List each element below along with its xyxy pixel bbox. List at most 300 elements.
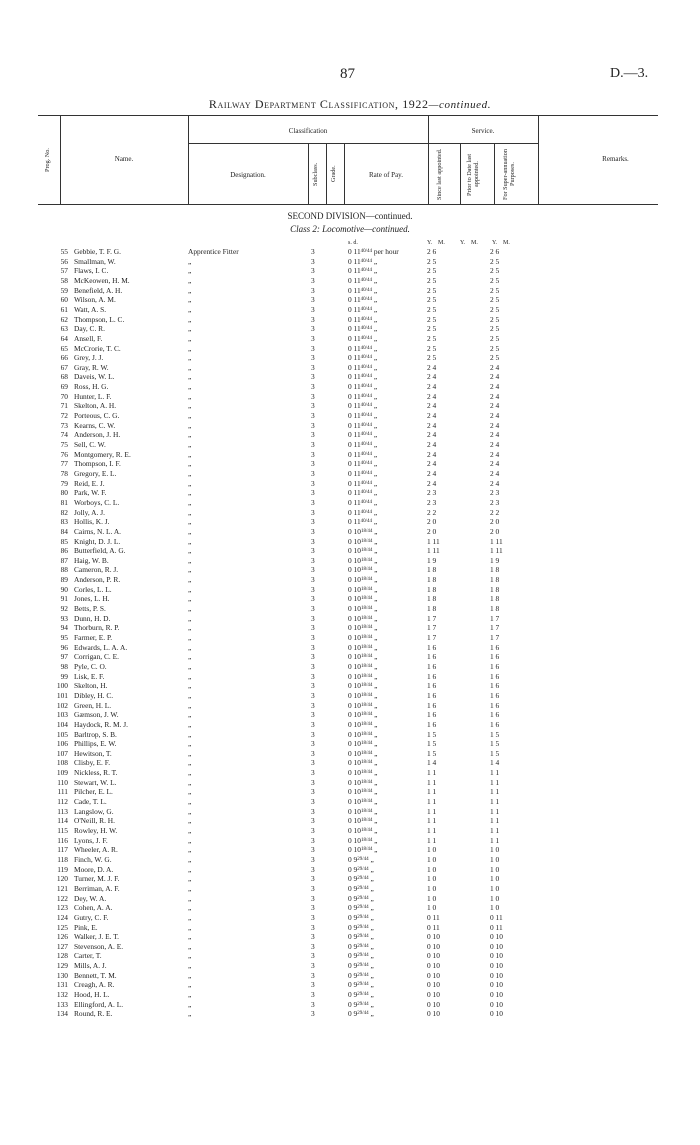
subclass: 3 — [311, 777, 315, 787]
rate-of-pay: 0 $11^{40/44}$ „ — [348, 285, 378, 295]
name: Cameron, R. J. — [74, 565, 119, 575]
rate-unit: „ — [372, 295, 378, 305]
prog-no: 102 — [56, 700, 68, 710]
rate-of-pay: 0 $9^{29/44}$ „ — [348, 893, 374, 903]
rate-unit: „ — [372, 536, 378, 546]
subclass: 3 — [311, 247, 315, 256]
rate-unit: „ — [368, 903, 374, 913]
title-suffix: —continued. — [428, 99, 492, 111]
service-since-last: 2 5 — [427, 304, 437, 314]
table-row — [0, 509, 700, 518]
rate-of-pay: 0 $11^{40/44}$ „ — [348, 420, 378, 430]
rate-unit: „ — [368, 874, 374, 884]
rate-unit: „ — [372, 507, 378, 517]
service-since-last: 0 10 — [427, 980, 440, 990]
subclass: 3 — [311, 681, 315, 691]
rate-fraction: 29/44 — [357, 876, 369, 882]
service-since-last: 1 1 — [427, 835, 437, 845]
subclass: 3 — [311, 584, 315, 594]
rate-unit: „ — [372, 488, 378, 498]
rate-fraction: 18/44 — [360, 712, 373, 718]
header-prog-no: Prog. No. — [44, 148, 51, 172]
prog-no: 59 — [60, 285, 68, 295]
service-superannuation: 1 1 — [490, 768, 500, 778]
rate-of-pay: 0 $10^{18/44}$ „ — [348, 584, 378, 594]
name: Barltrop, S. B. — [74, 729, 117, 739]
rate-of-pay: 0 $9^{29/44}$ „ — [348, 854, 374, 864]
prog-no: 64 — [60, 333, 68, 343]
service-since-last: 1 4 — [427, 758, 437, 768]
table-row — [0, 393, 700, 402]
rate-unit: „ — [368, 893, 374, 903]
name: Nickless, R. T. — [74, 768, 118, 778]
subclass: 3 — [311, 468, 315, 478]
service-superannuation: 2 4 — [490, 449, 500, 459]
rate-fraction: 40/44 — [360, 393, 373, 399]
designation: „ — [188, 295, 192, 305]
subclass: 3 — [311, 883, 315, 893]
designation: Apprentice Fitter — [188, 247, 239, 256]
title-main: Railway Department Classification, 1922 — [208, 97, 429, 111]
units-y3: Y. — [492, 240, 498, 246]
prog-no: 67 — [60, 362, 68, 372]
subclass: 3 — [311, 526, 315, 536]
service-superannuation: 2 5 — [490, 295, 500, 305]
service-since-last: 2 5 — [427, 295, 437, 305]
subclass: 3 — [311, 787, 315, 797]
table-row — [0, 316, 700, 325]
rate-fraction: 18/44 — [360, 673, 373, 679]
rate-fraction: 18/44 — [360, 683, 373, 689]
prog-no: 128 — [56, 951, 68, 961]
rate-fraction: 18/44 — [360, 548, 373, 554]
subclass: 3 — [311, 816, 315, 826]
rate-of-pay: 0 $10^{18/44}$ „ — [348, 739, 378, 749]
table-row — [0, 682, 700, 691]
service-superannuation: 1 6 — [490, 719, 500, 729]
rate-unit: „ — [368, 941, 374, 951]
rate-unit: „ — [372, 372, 378, 382]
prog-no: 118 — [57, 854, 68, 864]
prog-no: 111 — [57, 787, 68, 797]
service-superannuation: 2 4 — [490, 420, 500, 430]
prog-no: 100 — [56, 681, 68, 691]
service-superannuation: 2 0 — [490, 526, 500, 536]
service-superannuation: 0 11 — [490, 912, 503, 922]
prog-no: 65 — [60, 343, 68, 353]
rate-fraction: 40/44 — [360, 316, 373, 322]
designation: „ — [188, 642, 192, 652]
name: Ansell, F. — [74, 333, 103, 343]
rate-of-pay: 0 $10^{18/44}$ „ — [348, 729, 378, 739]
service-superannuation: 1 7 — [490, 623, 500, 633]
rate-fraction: 40/44 — [360, 384, 373, 390]
rate-of-pay: 0 $10^{18/44}$ „ — [348, 613, 378, 623]
designation: „ — [188, 768, 192, 778]
table-row — [0, 692, 700, 701]
service-superannuation: 1 1 — [490, 826, 500, 835]
service-superannuation: 1 6 — [490, 690, 500, 700]
service-since-last: 2 0 — [427, 526, 437, 536]
table-row — [0, 480, 700, 489]
rate-of-pay: 0 $11^{40/44}$ per hour — [348, 247, 399, 256]
rate-unit: „ — [368, 951, 374, 961]
service-since-last: 2 4 — [427, 420, 437, 430]
service-since-last: 0 11 — [427, 912, 440, 922]
service-superannuation: 2 4 — [490, 382, 500, 392]
designation: „ — [188, 536, 192, 546]
subclass: 3 — [311, 314, 315, 324]
name: Watt, A. S. — [74, 304, 107, 314]
rate-of-pay: 0 $10^{18/44}$ „ — [348, 681, 378, 691]
rate-of-pay: 0 $11^{40/44}$ „ — [348, 449, 378, 459]
designation: „ — [188, 623, 192, 633]
designation: „ — [188, 690, 192, 700]
rate-unit: „ — [372, 777, 378, 787]
prog-no: 97 — [60, 652, 68, 662]
name: Thorburn, R. P. — [74, 623, 120, 633]
rate-fraction: 40/44 — [360, 249, 373, 254]
rate-fraction: 29/44 — [357, 905, 369, 911]
table-row — [0, 817, 700, 826]
rate-fraction: 18/44 — [360, 721, 373, 727]
designation: „ — [188, 758, 192, 768]
rate-of-pay: 0 $10^{18/44}$ „ — [348, 835, 378, 845]
subclass: 3 — [311, 903, 315, 913]
service-since-last: 2 4 — [427, 430, 437, 440]
subclass: 3 — [311, 826, 315, 835]
page-title — [0, 97, 700, 112]
rate-fraction: 40/44 — [360, 335, 373, 341]
service-since-last: 0 10 — [427, 1009, 440, 1019]
rate-of-pay: 0 $10^{18/44}$ „ — [348, 642, 378, 652]
service-since-last: 2 5 — [427, 314, 437, 324]
designation: „ — [188, 633, 192, 642]
name: Pink, E. — [74, 922, 98, 932]
rate-of-pay: 0 $11^{40/44}$ „ — [348, 459, 378, 469]
service-superannuation: 1 5 — [490, 739, 500, 749]
service-since-last: 2 4 — [427, 411, 437, 421]
table-row — [0, 364, 700, 373]
prog-no: 133 — [56, 999, 68, 1009]
table-row — [0, 644, 700, 653]
service-superannuation: 2 4 — [490, 411, 500, 421]
rate-unit: „ — [368, 883, 374, 893]
subclass: 3 — [311, 951, 315, 961]
rate-unit: „ — [372, 266, 378, 276]
subclass: 3 — [311, 806, 315, 816]
designation: „ — [188, 681, 192, 691]
service-since-last: 2 4 — [427, 440, 437, 449]
name: Lisk, E. F. — [74, 671, 105, 681]
rate-of-pay: 0 $9^{29/44}$ „ — [348, 961, 374, 971]
designation: „ — [188, 594, 192, 604]
rate-unit: „ — [368, 999, 374, 1009]
service-superannuation: 0 11 — [490, 922, 503, 932]
rate-of-pay: 0 $11^{40/44}$ „ — [348, 275, 378, 285]
service-superannuation: 1 6 — [490, 681, 500, 691]
name: Farmer, E. P. — [74, 633, 113, 642]
designation: „ — [188, 382, 192, 392]
rate-unit: „ — [372, 401, 378, 411]
subclass: 3 — [311, 333, 315, 343]
designation: „ — [188, 353, 192, 363]
service-superannuation: 2 4 — [490, 401, 500, 411]
header-service: Service. — [471, 127, 495, 135]
service-superannuation: 1 9 — [490, 555, 500, 565]
subclass: 3 — [311, 661, 315, 671]
designation: „ — [188, 874, 192, 884]
rate-of-pay: 0 $10^{18/44}$ „ — [348, 690, 378, 700]
designation: „ — [188, 420, 192, 430]
service-since-last: 0 10 — [427, 990, 440, 1000]
rate-fraction: 29/44 — [357, 992, 369, 998]
service-superannuation: 1 5 — [490, 729, 500, 739]
subclass: 3 — [311, 575, 315, 585]
rate-of-pay: 0 $9^{29/44}$ „ — [348, 980, 374, 990]
name: Kearns, C. W. — [74, 420, 116, 430]
rate-fraction: 40/44 — [360, 277, 373, 283]
service-superannuation: 2 0 — [490, 517, 500, 527]
table-row — [0, 412, 700, 421]
header-prior-to: Prior to Date last appointed. — [466, 153, 480, 196]
service-superannuation: 1 0 — [490, 845, 500, 855]
prog-no: 90 — [60, 584, 68, 594]
table-row — [0, 673, 700, 682]
rate-fraction: 18/44 — [360, 779, 373, 785]
designation: „ — [188, 893, 192, 903]
designation: „ — [188, 517, 192, 527]
table-row — [0, 586, 700, 595]
subclass: 3 — [311, 517, 315, 527]
rate-fraction: 40/44 — [360, 345, 373, 351]
prog-no: 106 — [56, 739, 68, 749]
rate-fraction: 18/44 — [360, 625, 373, 631]
designation: „ — [188, 526, 192, 536]
prog-no: 87 — [60, 555, 68, 565]
designation: „ — [188, 285, 192, 295]
table-row — [0, 634, 700, 643]
name: Corles, L. L. — [74, 584, 112, 594]
table-row — [0, 759, 700, 768]
subclass: 3 — [311, 893, 315, 903]
rate-fraction: 40/44 — [360, 499, 373, 505]
rate-of-pay: 0 $10^{18/44}$ „ — [348, 777, 378, 787]
rate-of-pay: 0 $10^{18/44}$ „ — [348, 797, 378, 807]
rate-unit: „ — [372, 391, 378, 401]
rate-of-pay: 0 $11^{40/44}$ „ — [348, 440, 378, 449]
service-superannuation: 1 0 — [490, 903, 500, 913]
rate-fraction: 18/44 — [360, 808, 373, 814]
subclass: 3 — [311, 729, 315, 739]
name: Green, H. L. — [74, 700, 112, 710]
rate-fraction: 18/44 — [360, 692, 373, 698]
rate-unit: „ — [368, 980, 374, 990]
name: O'Neill, R. H. — [74, 816, 115, 826]
subclass: 3 — [311, 1009, 315, 1019]
rate-fraction: 18/44 — [360, 615, 373, 621]
designation: „ — [188, 700, 192, 710]
subclass: 3 — [311, 710, 315, 720]
service-superannuation: 2 4 — [490, 391, 500, 401]
subclass: 3 — [311, 536, 315, 546]
rate-unit: „ — [372, 430, 378, 440]
rate-of-pay: 0 $9^{29/44}$ „ — [348, 941, 374, 951]
service-superannuation: 2 4 — [490, 440, 500, 449]
rate-unit: „ — [372, 604, 378, 614]
prog-no: 125 — [56, 922, 68, 932]
service-since-last: 2 4 — [427, 382, 437, 392]
subclass: 3 — [311, 449, 315, 459]
rate-fraction: 18/44 — [360, 760, 373, 766]
name: Montgomery, R. E. — [74, 449, 131, 459]
table-row — [0, 595, 700, 604]
rate-fraction: 40/44 — [360, 413, 373, 419]
service-superannuation: 2 3 — [490, 497, 500, 507]
service-superannuation: 1 1 — [490, 797, 500, 807]
designation: „ — [188, 922, 192, 932]
prog-no: 81 — [60, 497, 68, 507]
rate-of-pay: 0 $9^{29/44}$ „ — [348, 883, 374, 893]
service-since-last: 2 5 — [427, 256, 437, 266]
rate-of-pay: 0 $11^{40/44}$ „ — [348, 266, 378, 276]
service-superannuation: 2 3 — [490, 488, 500, 498]
header-grade: Grade. — [330, 165, 337, 183]
prog-no: 58 — [60, 275, 68, 285]
service-superannuation: 1 1 — [490, 806, 500, 816]
table-row — [0, 383, 700, 392]
rate-unit: „ — [372, 285, 378, 295]
rate-of-pay: 0 $9^{29/44}$ „ — [348, 951, 374, 961]
name: Clisby, E. F. — [74, 758, 111, 768]
rate-of-pay: 0 $10^{18/44}$ „ — [348, 565, 378, 575]
rate-of-pay: 0 $10^{18/44}$ „ — [348, 700, 378, 710]
subclass: 3 — [311, 594, 315, 604]
name: Gregory, E. L. — [74, 468, 117, 478]
rate-unit: „ — [372, 758, 378, 768]
rate-fraction: 29/44 — [357, 934, 369, 940]
service-since-last: 1 7 — [427, 633, 437, 642]
service-superannuation: 1 7 — [490, 633, 500, 642]
rate-fraction: 18/44 — [360, 818, 373, 824]
rate-of-pay: 0 $10^{18/44}$ „ — [348, 652, 378, 662]
name: Finch, W. G. — [74, 854, 112, 864]
rate-fraction: 40/44 — [360, 326, 373, 332]
rate-unit: „ — [372, 787, 378, 797]
service-since-last: 1 11 — [427, 546, 440, 556]
designation: „ — [188, 613, 192, 623]
name: Anderson, J. H. — [74, 430, 121, 440]
prog-no: 101 — [56, 690, 68, 700]
service-since-last: 1 0 — [427, 874, 437, 884]
service-superannuation: 0 10 — [490, 932, 503, 942]
table-row — [0, 1010, 700, 1019]
designation: „ — [188, 575, 192, 585]
rate-of-pay: 0 $11^{40/44}$ „ — [348, 507, 378, 517]
rate-unit: „ — [372, 411, 378, 421]
prog-no: 82 — [60, 507, 68, 517]
prog-no: 114 — [57, 816, 68, 826]
table-row — [0, 663, 700, 672]
service-since-last: 0 10 — [427, 932, 440, 942]
prog-no: 76 — [60, 449, 68, 459]
rate-of-pay: 0 $11^{40/44}$ „ — [348, 382, 378, 392]
name: Park, W. F. — [74, 488, 107, 498]
name: Hollis, K. J. — [74, 517, 110, 527]
table-row — [0, 711, 700, 720]
service-superannuation: 1 1 — [490, 835, 500, 845]
rate-fraction: 40/44 — [360, 297, 373, 303]
rate-unit: „ — [372, 826, 378, 835]
rate-fraction: 18/44 — [360, 837, 373, 843]
prog-no: 98 — [60, 661, 68, 671]
rate-fraction: 29/44 — [357, 914, 369, 920]
service-since-last: 0 10 — [427, 951, 440, 961]
table-row — [0, 885, 700, 894]
rate-of-pay: 0 $11^{40/44}$ „ — [348, 411, 378, 421]
rate-fraction: 29/44 — [357, 1011, 369, 1017]
table-row — [0, 306, 700, 315]
name: Pyle, C. O. — [74, 661, 107, 671]
rate-of-pay: 0 $11^{40/44}$ „ — [348, 295, 378, 305]
header-classification: Classification — [288, 127, 328, 135]
rate-unit: „ — [372, 845, 378, 855]
table-row — [0, 1001, 700, 1010]
table-row — [0, 856, 700, 865]
prog-no: 104 — [56, 719, 68, 729]
rate-unit: „ — [372, 275, 378, 285]
subclass: 3 — [311, 642, 315, 652]
rate-of-pay: 0 $11^{40/44}$ „ — [348, 333, 378, 343]
service-superannuation: 1 0 — [490, 874, 500, 884]
name: Worboys, C. L. — [74, 497, 120, 507]
name: Dibley, H. C. — [74, 690, 114, 700]
prog-no: 56 — [60, 256, 68, 266]
prog-no: 93 — [60, 613, 68, 623]
service-superannuation: 2 4 — [490, 430, 500, 440]
name: Cairns, N. L. A. — [74, 526, 122, 536]
rate-unit: „ — [368, 922, 374, 932]
name: Pilcher, E. L. — [74, 787, 113, 797]
rate-fraction: 40/44 — [360, 451, 373, 457]
rate-unit: per hour — [372, 247, 399, 256]
name: Hewitson, T. — [74, 748, 112, 758]
rate-unit: „ — [372, 690, 378, 700]
service-since-last: 1 8 — [427, 575, 437, 585]
subclass: 3 — [311, 700, 315, 710]
table-row — [0, 277, 700, 286]
subclass: 3 — [311, 275, 315, 285]
rate-of-pay: 0 $11^{40/44}$ „ — [348, 324, 378, 334]
rate-unit: „ — [372, 304, 378, 314]
rate-unit: „ — [372, 565, 378, 575]
subclass: 3 — [311, 420, 315, 430]
service-since-last: 0 10 — [427, 961, 440, 971]
subclass: 3 — [311, 295, 315, 305]
prog-no: 55 — [60, 247, 68, 256]
rate-unit: „ — [372, 517, 378, 527]
prog-no: 69 — [60, 382, 68, 392]
rate-of-pay: 0 $9^{29/44}$ „ — [348, 999, 374, 1009]
rate-fraction: 29/44 — [357, 885, 369, 891]
name: Reid, E. J. — [74, 478, 105, 488]
service-since-last: 1 7 — [427, 613, 437, 623]
table-row — [0, 962, 700, 971]
service-since-last: 1 6 — [427, 700, 437, 710]
name: Skelton, H. — [74, 681, 108, 691]
prog-no: 86 — [60, 546, 68, 556]
name: Smallman, W. — [74, 256, 116, 266]
